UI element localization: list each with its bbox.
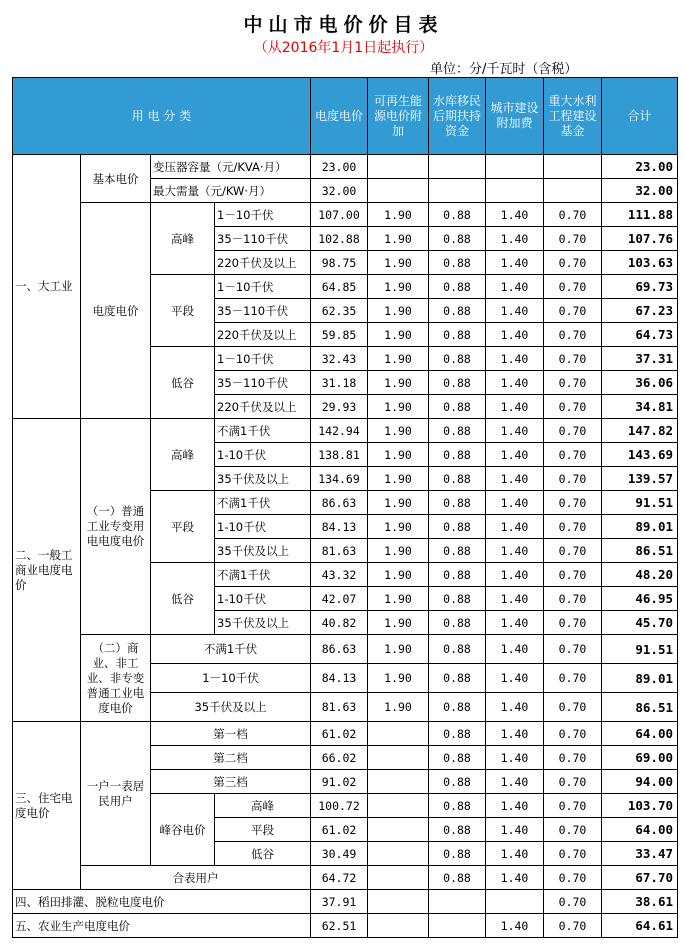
price-cell: 102.88 (311, 227, 368, 251)
table-row (13, 866, 678, 890)
urban-cell: 1.40 (486, 539, 544, 563)
urban-cell: 1.40 (486, 563, 544, 587)
voltage-level: 不满1千伏 (215, 491, 311, 515)
effective-date: （从2016年1月1日起执行） (253, 40, 434, 56)
water-cell: 0.70 (544, 866, 602, 890)
reservoir-cell: 0.88 (429, 371, 486, 395)
basic-item-label: 变压器容量（元/KVA·月） (151, 155, 311, 179)
urban-cell: 1.40 (486, 693, 544, 722)
reservoir-cell: 0.88 (429, 395, 486, 419)
total-cell: 143.69 (602, 443, 678, 467)
renewable-cell: 1.90 (368, 443, 429, 467)
price-cell: 86.63 (311, 635, 368, 664)
price-cell: 84.13 (311, 515, 368, 539)
reservoir-cell: 0.88 (429, 866, 486, 890)
renewable-cell: 1.90 (368, 251, 429, 275)
price-cell: 91.02 (311, 770, 368, 794)
renewable-cell: 1.90 (368, 395, 429, 419)
reservoir-cell: 0.88 (429, 693, 486, 722)
price-cell: 42.07 (311, 587, 368, 611)
urban-cell: 1.40 (486, 746, 544, 770)
total-cell: 64.73 (602, 323, 678, 347)
voltage-level: 35千伏及以上 (215, 611, 311, 635)
urban-cell: 1.40 (486, 203, 544, 227)
water-cell: 0.70 (544, 539, 602, 563)
water-cell: 0.70 (544, 323, 602, 347)
total-cell: 103.63 (602, 251, 678, 275)
renewable-cell: 1.90 (368, 299, 429, 323)
reservoir-cell: 0.88 (429, 746, 486, 770)
price-cell: 98.75 (311, 251, 368, 275)
urban-cell: 1.40 (486, 611, 544, 635)
general-sub-1: （一）普通工业专变用电电度电价 (81, 419, 151, 635)
voltage-level: 不满1千伏 (215, 419, 311, 443)
price-cell: 59.85 (311, 323, 368, 347)
urban-cell: 1.40 (486, 914, 544, 938)
col-renewable: 可再生能源电价附加 (368, 78, 429, 155)
reservoir-cell: 0.88 (429, 347, 486, 371)
water-cell: 0.70 (544, 371, 602, 395)
table-row (13, 635, 678, 664)
total-cell: 147.82 (602, 419, 678, 443)
col-price: 电度电价 (311, 78, 368, 155)
renewable-cell: 1.90 (368, 587, 429, 611)
total-cell: 67.23 (602, 299, 678, 323)
renewable-cell: 1.90 (368, 491, 429, 515)
urban-cell: 1.40 (486, 467, 544, 491)
period-valley: 低谷 (151, 563, 215, 635)
price-cell: 61.02 (311, 722, 368, 746)
section-irrigation: 四、稻田排灌、脱粒电度电价 (13, 890, 311, 914)
reservoir-cell: 0.88 (429, 587, 486, 611)
col-category: 用 电 分 类 (13, 78, 311, 155)
price-cell: 30.49 (311, 842, 368, 866)
price-cell: 66.02 (311, 746, 368, 770)
total-cell: 33.47 (602, 842, 678, 866)
renewable-cell: 1.90 (368, 227, 429, 251)
table-row (13, 722, 678, 746)
tou-period: 平段 (215, 818, 311, 842)
renewable-cell: 1.90 (368, 371, 429, 395)
renewable-cell: 1.90 (368, 203, 429, 227)
price-cell: 81.63 (311, 539, 368, 563)
table-row (13, 419, 678, 443)
water-cell: 0.70 (544, 693, 602, 722)
voltage-level: 35千伏及以上 (215, 467, 311, 491)
total-cell: 111.88 (602, 203, 678, 227)
price-cell: 86.63 (311, 491, 368, 515)
reservoir-cell: 0.88 (429, 443, 486, 467)
voltage-level: 1－10千伏 (215, 275, 311, 299)
price-cell: 100.72 (311, 794, 368, 818)
total-cell: 48.20 (602, 563, 678, 587)
water-cell: 0.70 (544, 890, 602, 914)
voltage-level: 35千伏及以上 (151, 693, 311, 722)
price-cell: 61.02 (311, 818, 368, 842)
total-cell: 64.00 (602, 722, 678, 746)
water-cell: 0.70 (544, 770, 602, 794)
voltage-level: 1-10千伏 (215, 587, 311, 611)
renewable-cell: 1.90 (368, 515, 429, 539)
water-cell: 0.70 (544, 818, 602, 842)
water-cell: 0.70 (544, 443, 602, 467)
reservoir-cell: 0.88 (429, 299, 486, 323)
price-cell: 107.00 (311, 203, 368, 227)
total-cell: 34.81 (602, 395, 678, 419)
section-general: 二、一般工商业电度电价 (13, 419, 81, 722)
total-cell: 94.00 (602, 770, 678, 794)
price-cell: 29.93 (311, 395, 368, 419)
voltage-level: 35－110千伏 (215, 227, 311, 251)
reservoir-cell: 0.88 (429, 515, 486, 539)
water-cell: 0.70 (544, 746, 602, 770)
reservoir-cell: 0.88 (429, 491, 486, 515)
tier-level: 第三档 (151, 770, 311, 794)
renewable-cell: 1.90 (368, 539, 429, 563)
water-cell: 0.70 (544, 491, 602, 515)
general-sub-2: （二）商业、非工业、非专变普通工业电度电价 (81, 635, 151, 722)
reservoir-cell: 0.88 (429, 563, 486, 587)
urban-cell: 1.40 (486, 323, 544, 347)
voltage-level: 220千伏及以上 (215, 251, 311, 275)
renewable-cell: 1.90 (368, 467, 429, 491)
urban-cell: 1.40 (486, 227, 544, 251)
reservoir-cell: 0.88 (429, 467, 486, 491)
tou-period: 低谷 (215, 842, 311, 866)
price-cell: 84.13 (311, 664, 368, 693)
price-cell: 64.85 (311, 275, 368, 299)
total-cell: 69.73 (602, 275, 678, 299)
total-cell: 67.70 (602, 866, 678, 890)
reservoir-cell: 0.88 (429, 794, 486, 818)
total-cell: 139.57 (602, 467, 678, 491)
urban-cell: 1.40 (486, 491, 544, 515)
water-cell: 0.70 (544, 794, 602, 818)
urban-cell: 1.40 (486, 515, 544, 539)
unit-note: 单位：分/千瓦时（含税） (430, 62, 578, 77)
reservoir-cell: 0.88 (429, 722, 486, 746)
price-cell: 43.32 (311, 563, 368, 587)
period-flat: 平段 (151, 491, 215, 563)
one-meter-label: 一户一表居民用户 (81, 722, 151, 866)
urban-cell: 1.40 (486, 770, 544, 794)
price-cell: 64.72 (311, 866, 368, 890)
voltage-level: 35－110千伏 (215, 299, 311, 323)
water-cell: 0.70 (544, 395, 602, 419)
water-cell: 0.70 (544, 347, 602, 371)
reservoir-cell: 0.88 (429, 635, 486, 664)
tier-level: 第一档 (151, 722, 311, 746)
water-cell: 0.70 (544, 467, 602, 491)
water-cell: 0.70 (544, 419, 602, 443)
reservoir-cell: 0.88 (429, 770, 486, 794)
total-cell: 69.00 (602, 746, 678, 770)
voltage-level: 220千伏及以上 (215, 395, 311, 419)
urban-cell: 1.40 (486, 443, 544, 467)
total-cell: 86.51 (602, 693, 678, 722)
table-row (13, 914, 678, 938)
price-cell: 81.63 (311, 693, 368, 722)
total-cell: 91.51 (602, 491, 678, 515)
reservoir-cell: 0.88 (429, 419, 486, 443)
voltage-level: 1－10千伏 (215, 347, 311, 371)
section-agriculture: 五、农业生产电度电价 (13, 914, 311, 938)
period-peak: 高峰 (151, 203, 215, 275)
voltage-level: 1－10千伏 (215, 203, 311, 227)
reservoir-cell: 0.88 (429, 664, 486, 693)
period-flat: 平段 (151, 275, 215, 347)
urban-cell: 1.40 (486, 395, 544, 419)
basic-item-label: 最大需量（元/KW·月） (151, 179, 311, 203)
total-cell: 64.00 (602, 818, 678, 842)
renewable-cell: 1.90 (368, 611, 429, 635)
reservoir-cell: 0.88 (429, 203, 486, 227)
water-cell: 0.70 (544, 203, 602, 227)
renewable-cell: 1.90 (368, 347, 429, 371)
total-cell: 103.70 (602, 794, 678, 818)
price-cell: 40.82 (311, 611, 368, 635)
energy-price-label: 电度电价 (81, 203, 151, 419)
water-cell: 0.70 (544, 227, 602, 251)
urban-cell: 1.40 (486, 794, 544, 818)
total-cell: 89.01 (602, 664, 678, 693)
total-cell: 45.70 (602, 611, 678, 635)
total-cell: 32.00 (602, 179, 678, 203)
water-cell: 0.70 (544, 275, 602, 299)
water-cell: 0.70 (544, 563, 602, 587)
renewable-cell: 1.90 (368, 323, 429, 347)
reservoir-cell: 0.88 (429, 227, 486, 251)
urban-cell: 1.40 (486, 371, 544, 395)
voltage-level: 1-10千伏 (215, 443, 311, 467)
tier-level: 第二档 (151, 746, 311, 770)
price-cell: 32.00 (311, 179, 368, 203)
voltage-level: 1－10千伏 (151, 664, 311, 693)
price-cell: 31.18 (311, 371, 368, 395)
reservoir-cell: 0.88 (429, 275, 486, 299)
table-row (13, 890, 678, 914)
price-cell: 62.51 (311, 914, 368, 938)
period-valley: 低谷 (151, 347, 215, 419)
col-water: 重大水利工程建设基金 (544, 78, 602, 155)
total-cell: 38.61 (602, 890, 678, 914)
voltage-level: 不满1千伏 (151, 635, 311, 664)
renewable-cell: 1.90 (368, 635, 429, 664)
price-cell: 37.91 (311, 890, 368, 914)
col-reservoir: 水库移民后期扶持资金 (429, 78, 486, 155)
reservoir-cell: 0.88 (429, 251, 486, 275)
renewable-cell: 1.90 (368, 563, 429, 587)
water-cell: 0.70 (544, 635, 602, 664)
water-cell: 0.70 (544, 515, 602, 539)
reservoir-cell: 0.88 (429, 818, 486, 842)
urban-cell: 1.40 (486, 866, 544, 890)
urban-cell: 1.40 (486, 635, 544, 664)
price-cell: 134.69 (311, 467, 368, 491)
total-cell: 91.51 (602, 635, 678, 664)
table-row (13, 203, 678, 227)
total-cell: 37.31 (602, 347, 678, 371)
price-cell: 142.94 (311, 419, 368, 443)
basic-price-label: 基本电价 (81, 155, 151, 203)
urban-cell: 1.40 (486, 722, 544, 746)
water-cell: 0.70 (544, 722, 602, 746)
total-cell: 86.51 (602, 539, 678, 563)
voltage-level: 35千伏及以上 (215, 539, 311, 563)
renewable-cell: 1.90 (368, 693, 429, 722)
reservoir-cell: 0.88 (429, 611, 486, 635)
reservoir-cell: 0.88 (429, 842, 486, 866)
water-cell: 0.70 (544, 587, 602, 611)
price-table (12, 77, 678, 938)
renewable-cell: 1.90 (368, 275, 429, 299)
period-peak: 高峰 (151, 419, 215, 491)
reservoir-cell: 0.88 (429, 539, 486, 563)
price-cell: 32.43 (311, 347, 368, 371)
urban-cell: 1.40 (486, 419, 544, 443)
water-cell: 0.70 (544, 914, 602, 938)
section-residential: 三、住宅电度电价 (13, 722, 81, 890)
urban-cell: 1.40 (486, 587, 544, 611)
water-cell: 0.70 (544, 842, 602, 866)
reservoir-cell: 0.88 (429, 323, 486, 347)
urban-cell: 1.40 (486, 842, 544, 866)
col-total: 合计 (602, 78, 678, 155)
total-cell: 107.76 (602, 227, 678, 251)
table-row (13, 155, 678, 179)
water-cell: 0.70 (544, 611, 602, 635)
voltage-level: 220千伏及以上 (215, 323, 311, 347)
urban-cell: 1.40 (486, 347, 544, 371)
price-cell: 23.00 (311, 155, 368, 179)
total-cell: 64.61 (602, 914, 678, 938)
total-cell: 23.00 (602, 155, 678, 179)
total-cell: 36.06 (602, 371, 678, 395)
voltage-level: 1-10千伏 (215, 515, 311, 539)
total-cell: 89.01 (602, 515, 678, 539)
section-large-industry: 一、大工业 (13, 155, 81, 419)
price-cell: 62.35 (311, 299, 368, 323)
urban-cell: 1.40 (486, 251, 544, 275)
voltage-level: 35－110千伏 (215, 371, 311, 395)
water-cell: 0.70 (544, 299, 602, 323)
urban-cell: 1.40 (486, 275, 544, 299)
tou-period: 高峰 (215, 794, 311, 818)
shared-meter-label: 合表用户 (81, 866, 311, 890)
total-cell: 46.95 (602, 587, 678, 611)
urban-cell: 1.40 (486, 299, 544, 323)
urban-cell: 1.40 (486, 818, 544, 842)
price-cell: 138.81 (311, 443, 368, 467)
page-title: 中山市电价价目表 (243, 14, 444, 36)
water-cell: 0.70 (544, 251, 602, 275)
tou-label: 峰谷电价 (151, 794, 215, 866)
renewable-cell: 1.90 (368, 419, 429, 443)
urban-cell: 1.40 (486, 664, 544, 693)
water-cell: 0.70 (544, 664, 602, 693)
col-urban: 城市建设附加费 (486, 78, 544, 155)
voltage-level: 不满1千伏 (215, 563, 311, 587)
renewable-cell: 1.90 (368, 664, 429, 693)
